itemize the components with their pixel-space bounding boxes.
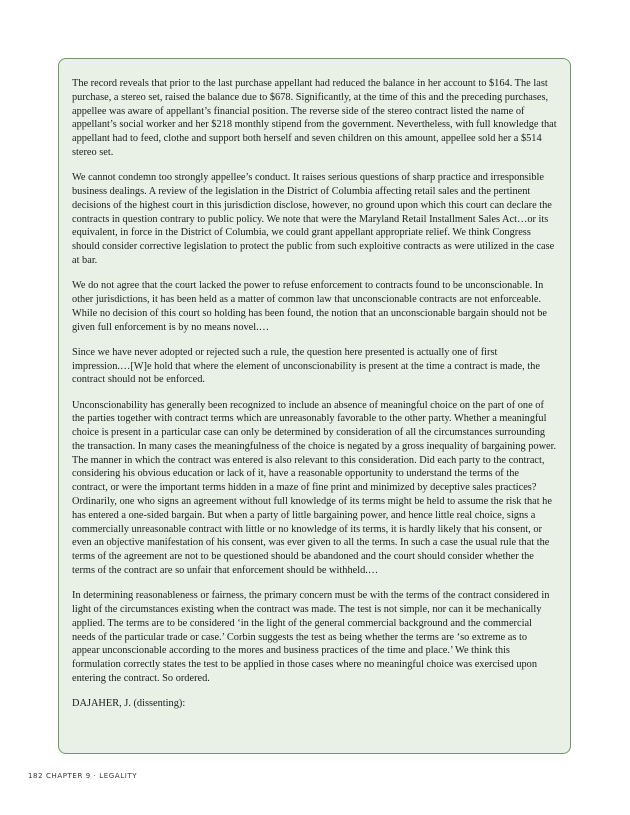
page-number: 182 xyxy=(28,772,44,780)
excerpt-paragraph-3: We do not agree that the court lacked the power to refuse enforcement to contracts found to be unconscionable. In other jurisdictions, it has been held as a matter of common law that unconscionable contracts are not enforceable. While no decision of this court so holding has been found, the notion that an unconscionable bargain should not be given full enforcement is by no means novel.… xyxy=(72,280,547,333)
page-footer xyxy=(28,772,137,780)
excerpt-dissent-heading: DAJAHER, J. (dissenting): xyxy=(72,698,186,710)
excerpt-paragraph-5: Unconscionability has generally been recognized to include an absence of meaningful choice on the part of one of the parties together with contract terms which are unreasonably favorable to the other party. Whether a meaningful choice is present in a particular case can only be determined by consideration of all the circumstances surrounding the transaction. In many cases the meaningfulness of the choice is negated by a gross inequality of bargaining power. The manner in which the contract was entered is also relevant to this consideration. Did each party to the contract, considering his obvious education or lack of it, have a reasonable opportunity to understand the terms of the contract, or were the important terms hidden in a maze of fine print and minimized by deceptive sales practices? Ordinarily, one who signs an agreement without full knowledge of its terms might be held to assume the risk that he has entered a one-sided bargain. But when a party of little bargaining power, and hence little real choice, signs a commercially unreasonable contract with little or no knowledge of its terms, it is hardly likely that his consent, or even an objective manifestation of his consent, was ever given to all the terms. In such a case the usual rule that the terms of the agreement are not to be questioned should be abandoned and the court should consider whether the terms of the contract are so unfair that enforcement should be withheld.… xyxy=(72,399,557,577)
excerpt-paragraph-2: We cannot condemn too strongly appellee’s conduct. It raises serious questions of sharp practice and irresponsible business dealings. A review of the legislation in the District of Columbia affecting retail sales and the pertinent decisions of the highest court in this jurisdiction disclose, however, no ground upon which this court can declare the contracts in question contrary to public policy. We note that were the Maryland Retail Installment Sales Act…or its equivalent, in force in the District of Columbia, we could grant appellant appropriate relief. We think Congress should consider corrective legislation to protect the public from such exploitive contracts as were utilized in the case at bar. xyxy=(72,172,555,266)
case-excerpt-box xyxy=(58,58,571,754)
excerpt-paragraph-1: The record reveals that prior to the last purchase appellant had reduced the balance in her account to $164. The last purchase, a stereo set, raised the balance due to $678. Significantly, at the time of this and the preceding purchases, appellee was aware of appellant’s financial position. The reverse side of the stereo contract listed the name of appellant’s social worker and her $218 monthly stipend from the government. Nevertheless, with full knowledge that appellant had to feed, clothe and support both herself and seven children on this amount, appellee sold her a $514 stereo set. xyxy=(72,78,557,158)
chapter-label: CHAPTER 9 · LEGALITY xyxy=(46,772,138,780)
excerpt-paragraph-4: Since we have never adopted or rejected such a rule, the question here presented is actually one of first impression.…[W]e hold that where the element of unconscionability is present at the time a contract is made, the contract should not be enforced. xyxy=(72,346,540,386)
excerpt-paragraph-6: In determining reasonableness or fairness, the primary concern must be with the terms of the contract considered in light of the circumstances existing when the contract was made. The test is not simple, nor can it be mechanically applied. The terms are to be considered ‘in the light of the general commercial background and the commercial needs of the particular trade or case.’ Corbin suggests the test as being whether the terms are ‘so extreme as to appear unconscionable according to the mores and business practices of the time and place.’ We think this formulation correctly states the test to be applied in those cases where no meaningful choice was exercised upon entering the contract. So ordered. xyxy=(72,590,550,685)
